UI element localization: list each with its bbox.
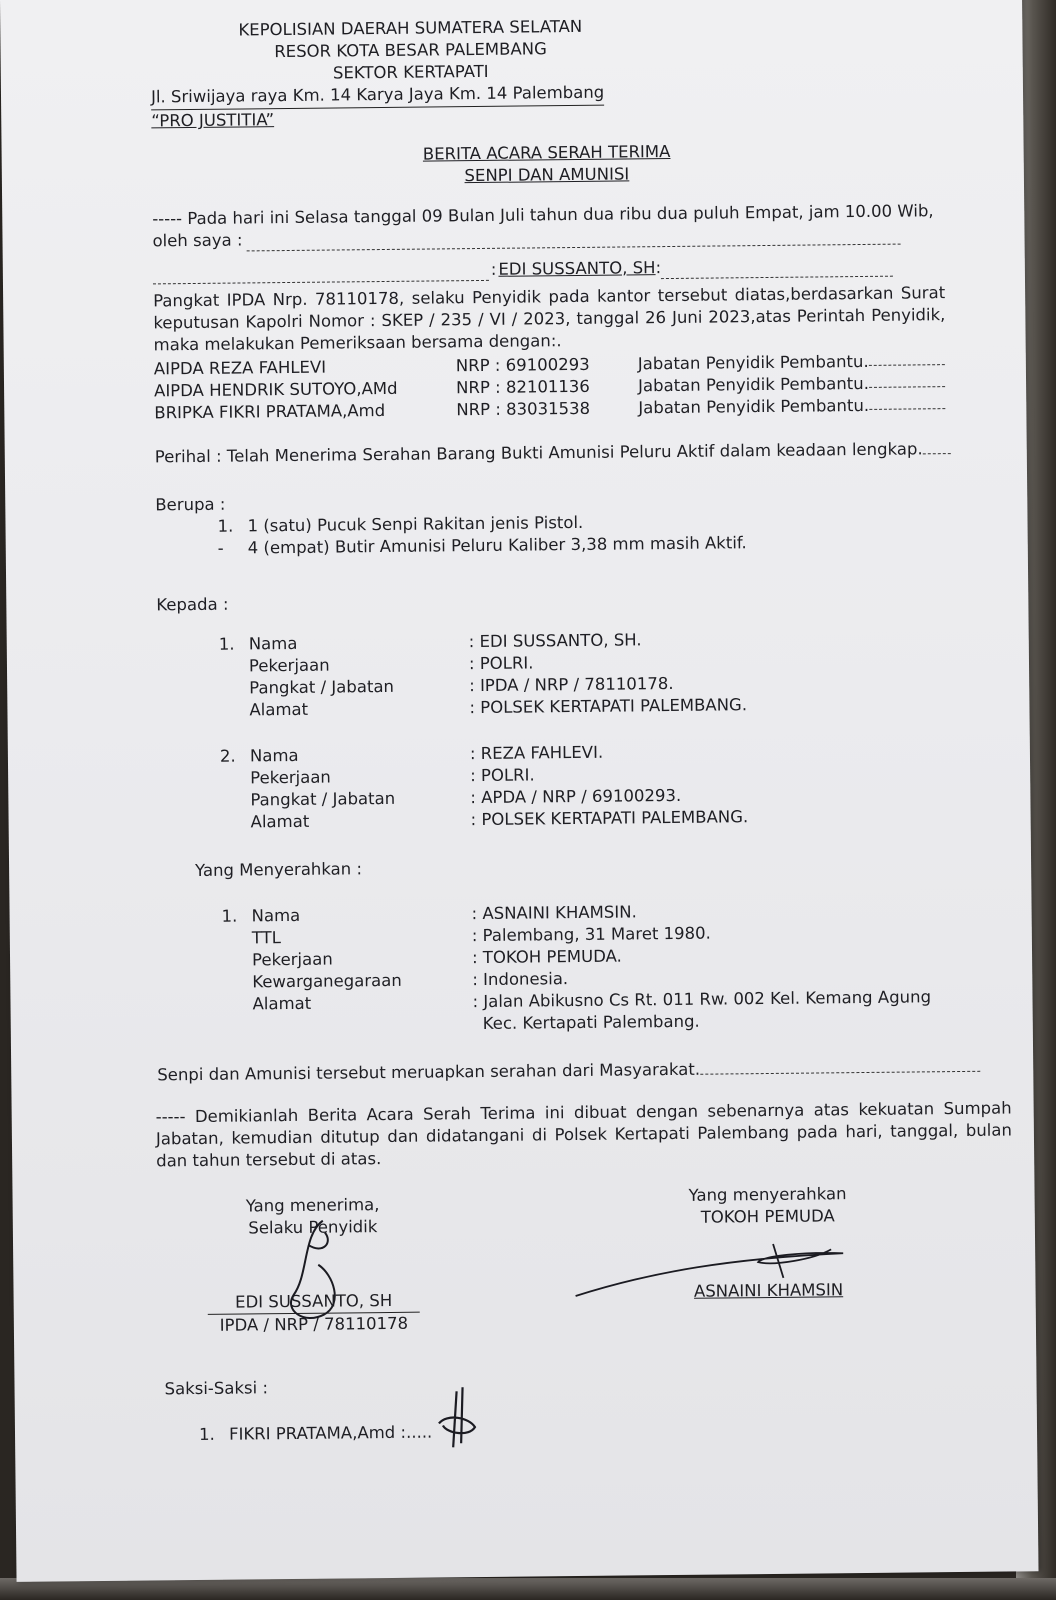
- team-member-role: Jabatan Penyidik Pembantu.: [637, 373, 869, 396]
- kepada-label: Kepada :: [156, 594, 229, 615]
- letterhead-line-1: KEPOLISIAN DAERAH SUMATERA SELATAN: [238, 16, 583, 40]
- recipient-1: 1. Nama : EDI SUSSANTO, SH. Pekerjaan : POLRI. Pangkat / Jabatan : IPDA / NRP / 78110178. Alamat : POLSEK KERTAPATI PALEMBANG.: [219, 626, 978, 722]
- receiver-role: Selaku Penyidik: [248, 1217, 378, 1238]
- team-member-role: Jabatan Penyidik Pembantu.: [637, 351, 869, 374]
- opening-paragraph: Pangkat IPDA Nrp. 78110178, selaku Penyidik pada kantor tersebut diatas,berdasarkan Surat keputusan Kapolri Nomor : SKEP / 235 / VI / 2023, tanggal 26 Juni 2023,atas Perintah Penyidik, maka melakukan Pemeriksaan bersama dengan:.: [153, 283, 946, 355]
- document-body: [150, 12, 1012, 1447]
- field-row: Alamat : POLSEK KERTAPATI PALEMBANG.: [250, 807, 749, 832]
- recipient-2: 2. Nama : REZA FAHLEVI. Pekerjaan : POLRI. Pangkat / Jabatan : APDA / NRP / 69100293. Alamat : POLSEK KERTAPATI PALEMBANG.: [220, 738, 979, 834]
- team-member-nrp: NRP : 69100293: [455, 354, 590, 376]
- dash-fill: [246, 230, 900, 252]
- statement-text: Senpi dan Amunisi tersebut meruapkan serahan dari Masyarakat.: [157, 1059, 701, 1085]
- berupa-list: [217, 508, 975, 560]
- team-member-name: AIPDA HENDRIK SUTOYO,AMd: [154, 378, 398, 401]
- witness-name: FIKRI PRATAMA,Amd :: [228, 1422, 407, 1444]
- field-row: TTL : Palembang, 31 Maret 1980.: [251, 923, 711, 948]
- field-row: Nama : ASNAINI KHAMSIN.: [251, 902, 637, 926]
- receiver-signature-scribble: [263, 1214, 384, 1335]
- menyerahkan-label: Yang Menyerahkan :: [195, 859, 363, 881]
- title-line-1: BERITA ACARA SERAH TERIMA: [422, 141, 671, 164]
- giver-label: Yang menyerahkan: [688, 1184, 847, 1205]
- field-row: Alamat : Jalan Abikusno Cs Rt. 011 Rw. 002 Kel. Kemang Agung: [252, 987, 932, 1014]
- dash-fill: [661, 262, 893, 279]
- witness-signature-scribble: [429, 1383, 490, 1454]
- investigator-name-line: : EDI SUSSANTO, SH :: [153, 254, 973, 285]
- field-row: Nama : EDI SUSSANTO, SH.: [248, 630, 642, 654]
- team-member-name: AIPDA REZA FAHLEVI: [153, 357, 327, 379]
- receiver-name: EDI SUSSANTO, SH: [208, 1290, 420, 1315]
- item-text: 1 (satu) Pucuk Senpi Rakitan jenis Pistol.: [247, 512, 584, 536]
- oleh-label: oleh saya :: [152, 230, 243, 251]
- address-text: Jl. Sriwijaya raya Km. 14 Karya Jaya Km. 14 Palembang: [150, 82, 605, 107]
- list-item: 1. 1 (satu) Pucuk Senpi Rakitan jenis Pistol.: [217, 512, 584, 536]
- saksi-list: [199, 1416, 985, 1446]
- closing-paragraph: ----- Demikianlah Berita Acara Serah Terima ini dibuat dengan sebenarnya atas kekuatan Sumpah Jabatan, kemudian ditutup dan didatangani di Polsek Kertapati Palembang pada hari, tanggal, bulan dan tahun tersebut di atas.: [155, 1098, 1012, 1171]
- letterhead: [190, 15, 631, 86]
- giver-signature-scribble: [573, 1233, 854, 1306]
- team-list: [154, 350, 975, 425]
- field-row: Pekerjaan : TOKOH PEMUDA.: [251, 946, 622, 970]
- signature-block: [163, 1184, 985, 1367]
- dash-fill: [153, 266, 489, 285]
- berupa-label: Berupa :: [155, 494, 226, 515]
- field-row: Pangkat / Jabatan : APDA / NRP / 69100293.: [250, 785, 682, 810]
- item-text: 4 (empat) Butir Amunisi Peluru Kaliber 3,38 mm masih Aktif.: [247, 533, 747, 558]
- saksi-label: Saksi-Saksi :: [164, 1378, 269, 1399]
- title-line-2: SENPI DAN AMUNISI: [464, 164, 630, 186]
- giver-name: ASNAINI KHAMSIN: [693, 1280, 844, 1301]
- receiver-id: IPDA / NRP / 78110178: [219, 1313, 409, 1335]
- field-row: Kec. Kertapati Palembang.: [482, 1011, 700, 1034]
- opening-lead: ----- Pada hari ini Selasa tanggal 09 Bulan Juli tahun dua ribu dua puluh Empat, jam 10.00 Wib,: [152, 201, 934, 229]
- letterhead-address: [151, 82, 604, 111]
- field-row: Nama : REZA FAHLEVI.: [249, 742, 604, 766]
- pro-justitia: “PRO JUSTITIA”: [151, 110, 275, 131]
- giver-role: TOKOH PEMUDA: [700, 1206, 835, 1227]
- team-member-nrp: NRP : 82101136: [455, 376, 590, 398]
- field-row: Pangkat / Jabatan : IPDA / NRP / 78110178.: [249, 673, 674, 698]
- field-row: Pekerjaan : POLRI.: [248, 653, 534, 676]
- field-row: Kewarganegaraan : Indonesia.: [252, 969, 569, 992]
- letterhead-line-3: SEKTOR KERTAPATI: [332, 61, 489, 83]
- statement: [157, 1056, 981, 1087]
- investigator-name: EDI SUSSANTO, SH: [498, 258, 656, 279]
- document-title: [417, 141, 677, 188]
- team-member-nrp: NRP : 83031538: [456, 398, 591, 420]
- field-row: Alamat : POLSEK KERTAPATI PALEMBANG.: [249, 695, 748, 720]
- letterhead-line-2: RESOR KOTA BESAR PALEMBANG: [274, 39, 547, 62]
- perihal: [155, 438, 975, 469]
- background-edge-bottom: [0, 1578, 1056, 1600]
- giver: 1. Nama : ASNAINI KHAMSIN. TTL : Palembang, 31 Maret 1980. Pekerjaan : TOKOH PEMUDA. Kewarganegaraan : Indonesia. Alamat : Jalan Abikusno Cs Rt. 011 Rw. 002 Kel. Kemang Agung Kec. Kertapati Palembang.: [221, 898, 980, 1038]
- list-item: - 4 (empat) Butir Amunisi Peluru Kaliber 3,38 mm masih Aktif.: [217, 533, 747, 558]
- witness-signature-dots: .....: [405, 1422, 433, 1442]
- list-item: 1. FIKRI PRATAMA,Amd : .....: [198, 1422, 433, 1444]
- team-member-role: Jabatan Penyidik Pembantu.: [638, 395, 870, 418]
- receiver-label: Yang menerima,: [245, 1195, 380, 1216]
- field-row: Pekerjaan : POLRI.: [250, 765, 535, 788]
- perihal-text: Perihal : Telah Menerima Serahan Barang Bukti Amunisi Peluru Aktif dalam keadaan lengkap.: [154, 439, 923, 467]
- team-member-name: BRIPKA FIKRI PRATAMA,Amd: [154, 400, 386, 423]
